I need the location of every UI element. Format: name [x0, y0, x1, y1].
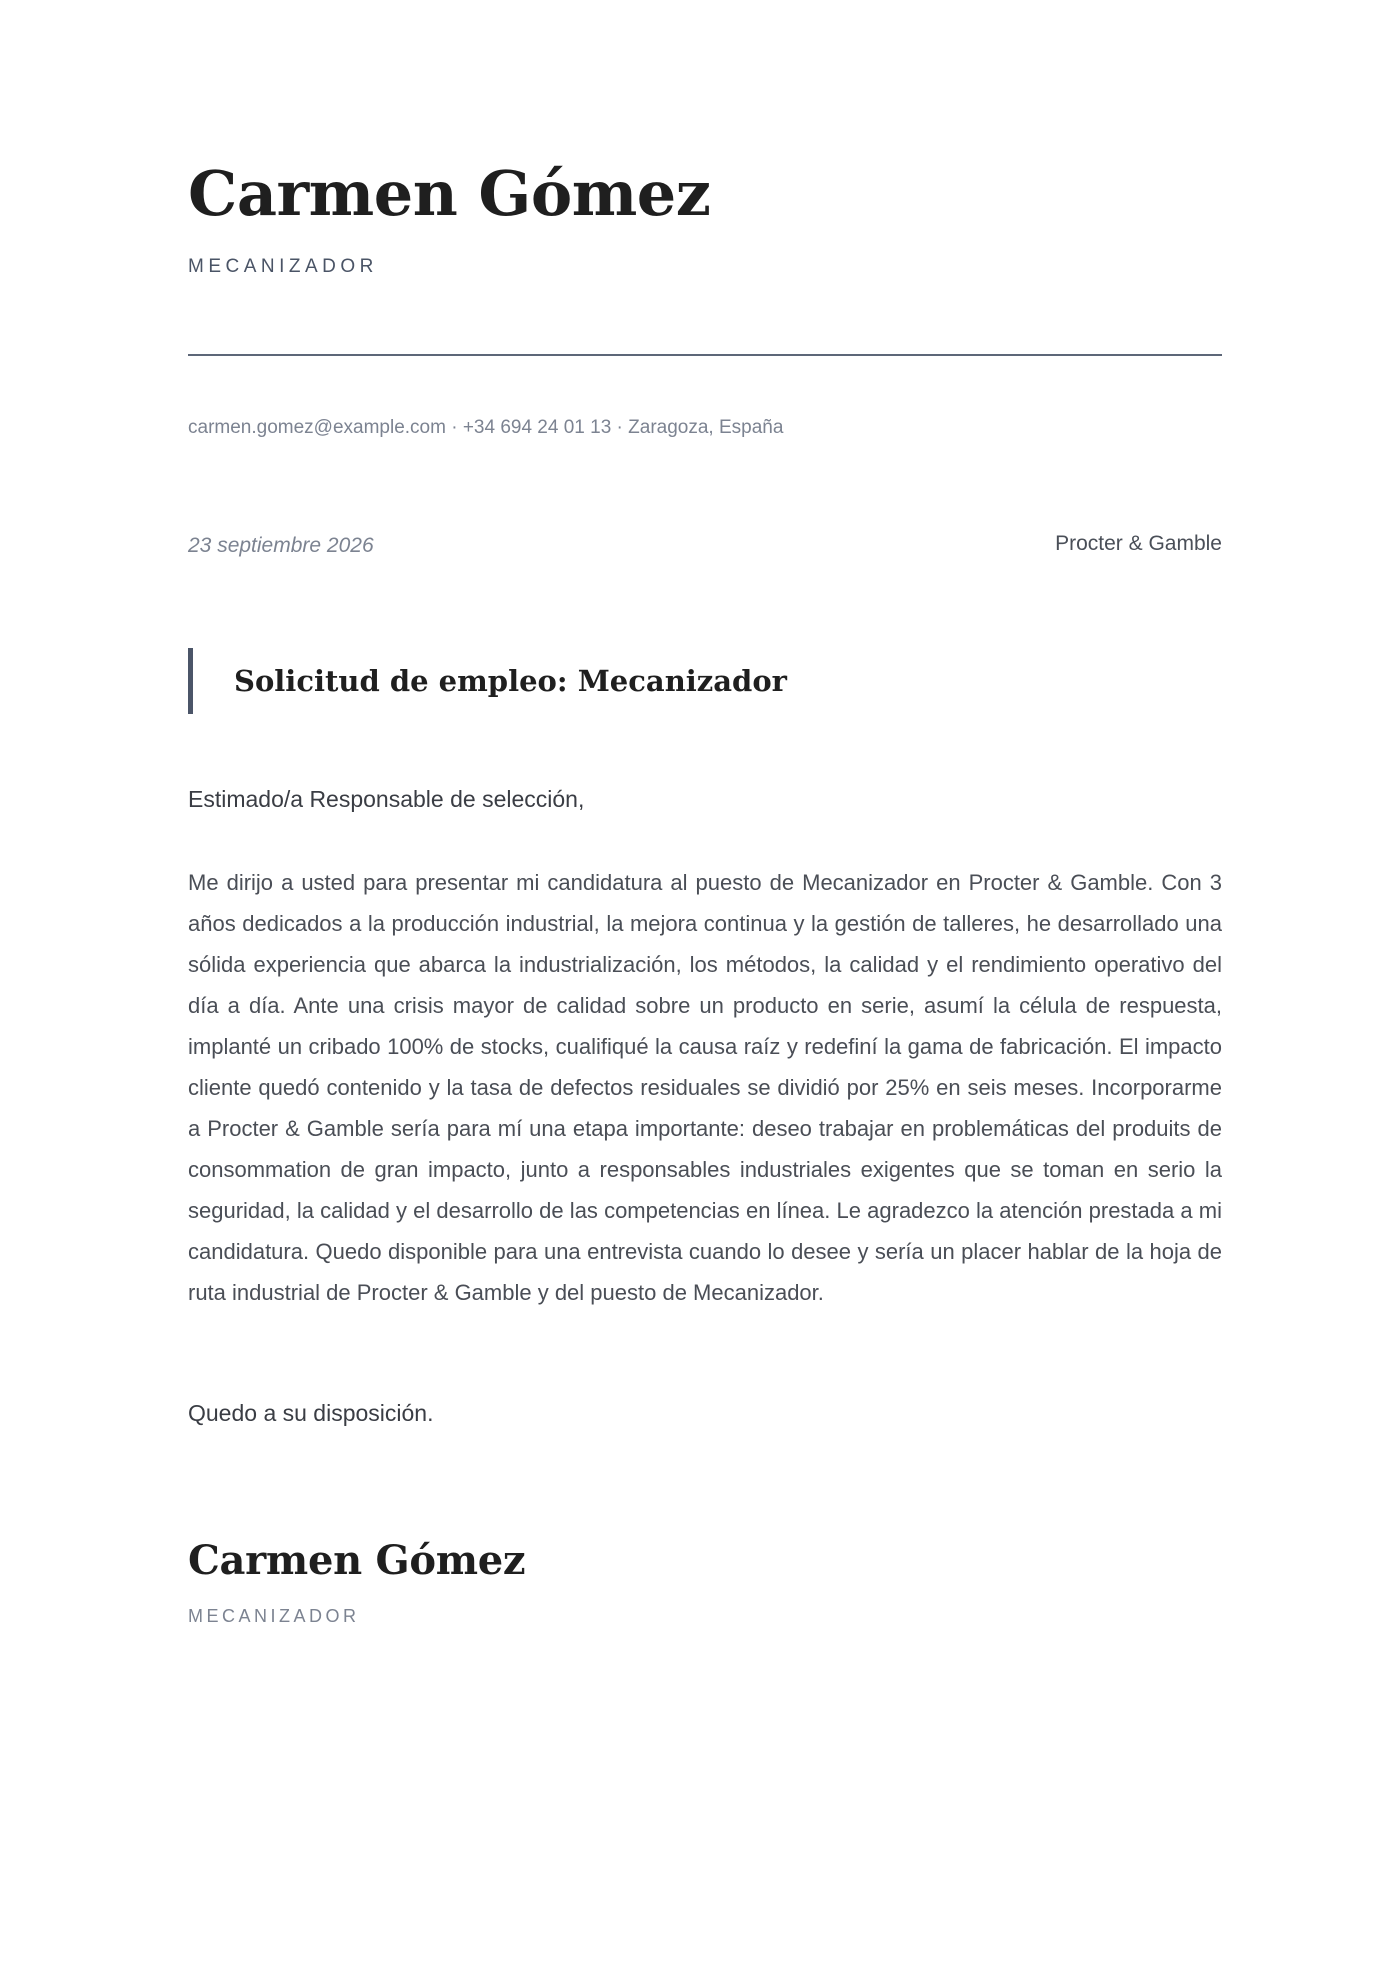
- salutation: Estimado/a Responsable de selección,: [188, 786, 585, 812]
- closing-line: Quedo a su disposición.: [188, 1400, 434, 1426]
- applicant-name: Carmen Gómez: [188, 157, 711, 230]
- signature-name: Carmen Gómez: [188, 1537, 526, 1584]
- contact-info: carmen.gomez@example.com · +34 694 24 01 13 · Zaragoza, España: [188, 417, 784, 438]
- signature-role: MECANIZADOR: [188, 1606, 360, 1626]
- letter-subject: Solicitud de empleo: Mecanizador: [234, 664, 787, 698]
- subject-block: [188, 648, 787, 714]
- header-divider: [188, 354, 1222, 356]
- recipient-company: Procter & Gamble: [1055, 532, 1222, 555]
- letter-date: 23 septiembre 2026: [188, 534, 374, 557]
- letter-body: Me dirijo a usted para presentar mi candidatura al puesto de Mecanizador en Procter & Gamble. Con 3 años dedicados a la producción industrial, la mejora continua y la gestión de talleres, he desarrollado una sólida experiencia que abarca la industrialización, los métodos, la calidad y el rendimiento operativo del día a día. Ante una crisis mayor de calidad sobre un producto en serie, asumí la célula de respuesta, implanté un cribado 100% de stocks, cualifiqué la causa raíz y redefiní la gama de fabricación. El impacto cliente quedó contenido y la tasa de defectos residuales se dividió por 25% en seis meses. Incorporarme a Procter & Gamble sería para mí una etapa importante: deseo trabajar en problemáticas del produits de consommation de gran impacto, junto a responsables industriales exigentes que se toman en serio la seguridad, la calidad y el desarrollo de las competencias en línea. Le agradezco la atención prestada a mi candidatura. Quedo disponible para una entrevista cuando lo desee y sería un placer hablar de la hoja de ruta industrial de Procter & Gamble y del puesto de Mecanizador.: [188, 870, 1222, 1305]
- applicant-role: MECANIZADOR: [188, 256, 378, 277]
